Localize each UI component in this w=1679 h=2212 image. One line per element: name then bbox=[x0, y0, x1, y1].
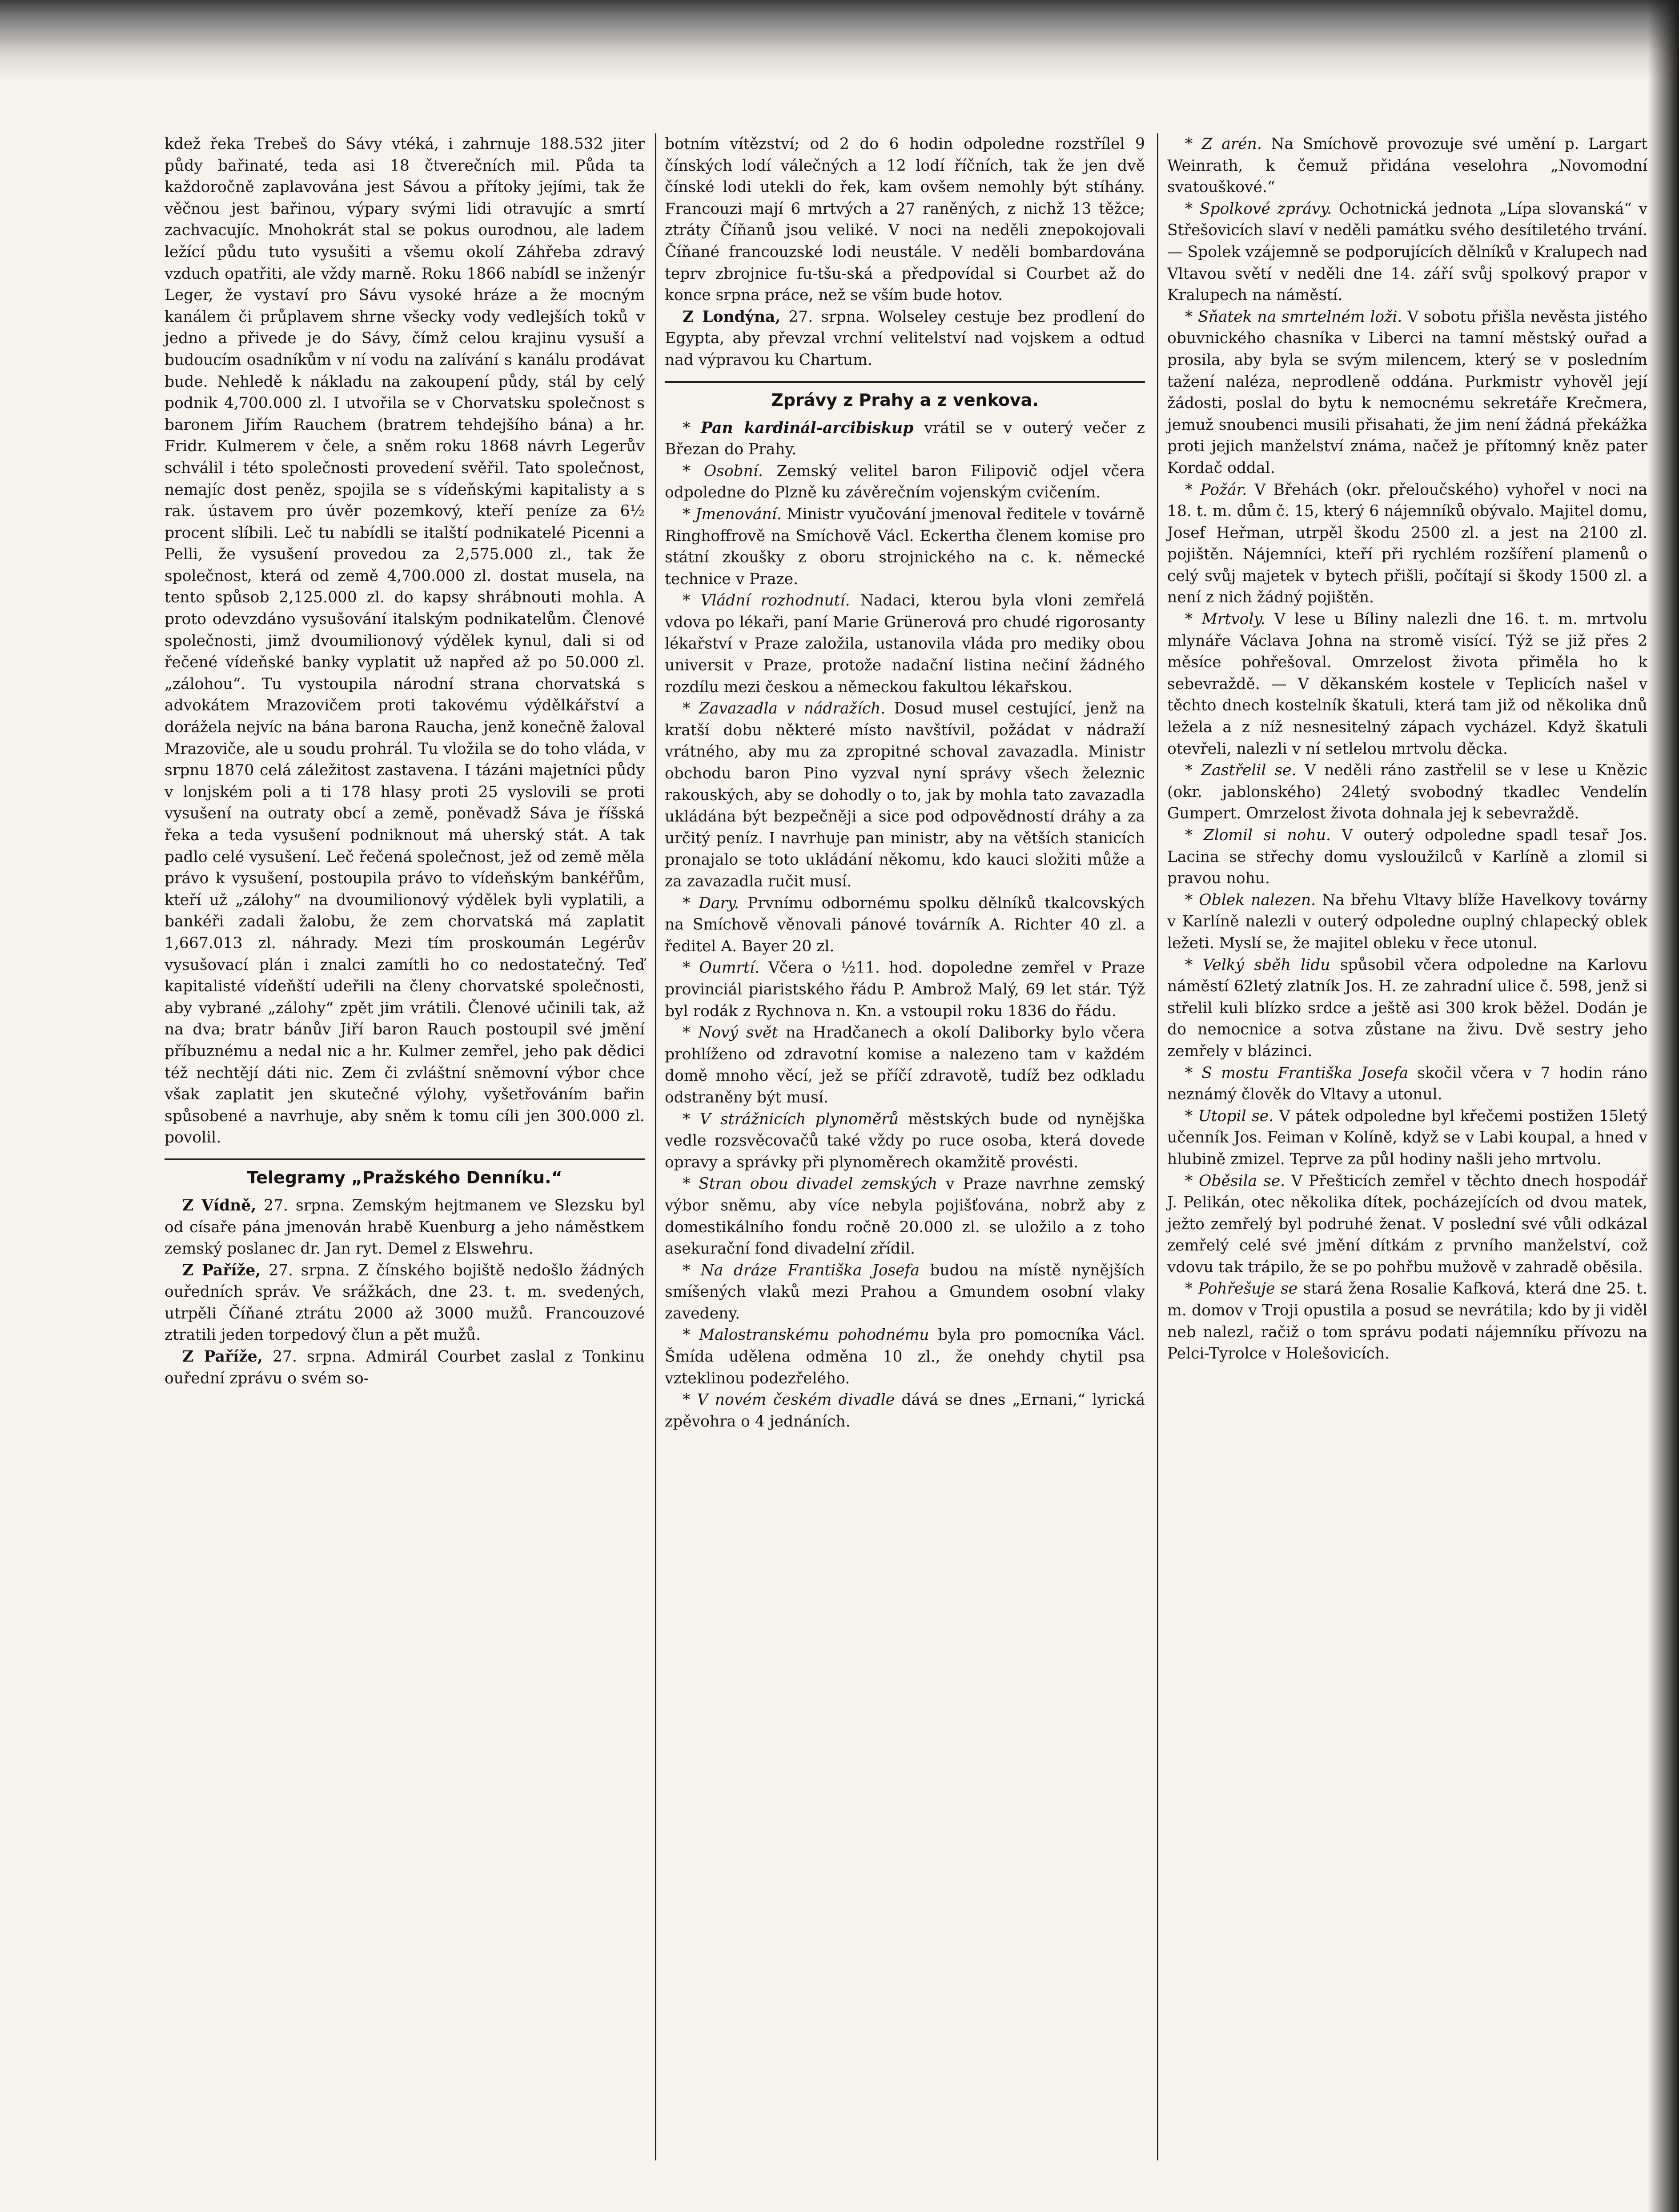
news-text: stará žena Rosalie Kafková, která dne 25. t. m. domov v Troji opustila a posud se nevrátila; kdo by ji viděl neb nalezl, račiž o tom správu podati nájemníku přívozu na Pelci-Tyrolce v Holešovicích. bbox=[1167, 1280, 1647, 1363]
section-heading-prague-news: Zprávy z Prahy a z venkova. bbox=[665, 381, 1145, 411]
news-text: V Břehách (okr. přeloučského) vyhořel v noci na 18. t. m. dům č. 15, který 6 nájemníků obývalo. Majitel domu, Josef Heřman, utrpěl škodu 2500 zl. a jest na 2100 zl. pojištěn. Nájemníci, kteří při rychlém rozšíření plamenů o celý svůj majetek v bytech přišli, počítají si škody 1500 zl. a není z nich žádný pojištěn. bbox=[1167, 481, 1648, 607]
news-lead: V novém českém divadle bbox=[697, 1391, 895, 1409]
column-3 bbox=[1167, 133, 1647, 2143]
news-text: Ministr vyučování jmenoval ředitele v továrně Ringhoffrově na Smíchově Václ. Eckertha členem komise pro státní zkoušky z oboru strojnického na c. k. německé technice v Praze. bbox=[665, 505, 1145, 588]
news-lead: Dary. bbox=[699, 894, 739, 912]
telegram-text: 27. srpna. Z čínského bojiště nedošlo žádných ouředních správ. Ve srážkách, dne 23. t. m. svedených, utrpěli Číňané ztrátu 2000 až 3000 mužů. Francouzové ztratili jeden torpedový člun a pět mužů. bbox=[165, 1261, 645, 1344]
news-item: * Zlomil si nohu. V outerý odpoledne spadl tesař Jos. Lacina se střechy domu vysloužilců v Karlíně a zlomil si pravou nohu. bbox=[1167, 826, 1647, 888]
news-text: skočil včera v 7 hodin ráno neznámý člověk do Vltavy a utonul. bbox=[1167, 1064, 1648, 1104]
news-text: Dosud musel cestující, jenž na kratší dobu některé místo navštívil, požádat v nádraží vrátného, aby mu za zpropitné schoval zavazadla. Ministr obchodu baron Pino vyzval nyní správy všech železnic rakouských, aby se dohodly o to, jak by mohla tato zavazadla ukládána být bezpečněji a sice pod odpovědností dráhy a za určitý peníz. I navrhuje pan ministr, aby na větších stanicích pronajalo se toto ukládání někomu, kdo kauci složiti může a za zavazadla ručit musí. bbox=[665, 700, 1145, 890]
news-item: * Pohřešuje se stará žena Rosalie Kafková, která dne 25. t. m. domov v Troji opustila a posud se nevrátila; kdo by ji viděl neb nalezl, račiž o tom správu podati nájemníku přívozu na Pelci-Tyrolce v Holešovicích. bbox=[1167, 1280, 1647, 1363]
news-item: * Na dráze Františka Josefa budou na místě nynějších smíšených vlaků mezi Prahou a Gmundem osobní vlaky zavedeny. bbox=[665, 1261, 1145, 1322]
news-item: * Z arén. Na Smíchově provozuje své umění p. Largart Weinrath, k čemuž přidána veselohra „Novomodní svatouškové.“ bbox=[1167, 135, 1648, 196]
news-text: městských bude od nynějška vedle rozsvěcovačů také vždy po ruce osoba, která dovede opravy a správky při plynoměrech okamžitě provésti. bbox=[665, 1110, 1145, 1171]
telegram-paris-continued: botním vítězství; od 2 do 6 hodin odpoledne rozstřílel 9 čínských lodí válečných a 12 lodí říčních, tak že jen dvě čínské lodi utekli do řek, kam ovšem nemohly být stíhány. Francouzi mají 6 mrtvých a 27 raněných, z nichž 13 těžce; ztráty Číňanů jsou veliké. V noci na neděli znepokojovali Číňané francouzské lodi neustále. V neděli bombardována teprv zbrojnice fu-tšu-ská a předpovídal si Courbet až do konce srpna práce, než se vším bude hotov. bbox=[665, 135, 1145, 305]
news-text: dává se dnes „Ernani,“ lyrická zpěvohra o 4 jednáních. bbox=[665, 1391, 1145, 1431]
news-text: Nadaci, kterou byla vloni zemřelá vdova po lékaři, paní Marie Grünerová pro chudé rigorosanty lékařství v Praze založila, ustanovila vláda pro mediky obou universit v Praze, protože nadační listina nečiní žádného rozdílu mezi českou a německou fakultou lékařskou. bbox=[665, 592, 1145, 696]
news-lead: Malostranskému pohodnému bbox=[699, 1326, 929, 1344]
news-lead: Osobní. bbox=[703, 462, 763, 480]
news-item: * Malostranskému pohodnému byla pro pomocníka Václ. Šmída udělena odměna 10 zl., že onehdy chytil psa vzteklinou podezřelého. bbox=[665, 1326, 1145, 1387]
news-text: na Hradčanech a okolí Daliborky bylo včera prohlíženo od zdravotní komise a nalezeno tam v každém domě mnoho věcí, jež se příčí zdravotě, tudíž bez odkladu odstraněny být musí. bbox=[665, 1024, 1145, 1106]
news-text: vrátil se v outerý večer z Březan do Prahy. bbox=[665, 419, 1145, 459]
news-item: * Stran obou divadel zemských v Praze navrhne zemský výbor sněmu, aby více nebyla pojišťována, nobrž aby z domestikálního fondu ročně 20.000 zl. se uložilo a z toho asekurační fond divadelní zřídil. bbox=[665, 1175, 1145, 1258]
news-item: * Vládní rozhodnutí. Nadaci, kterou byla vloni zemřelá vdova po lékaři, paní Marie Grünerová pro chudé rigorosanty lékařství v Praze založila, ustanovila vláda pro mediky obou universit v Praze, protože nadační listina nečiní žádného rozdílu mezi českou a německou fakultou lékařskou. bbox=[665, 592, 1145, 696]
scan-shadow-right bbox=[1648, 0, 1679, 2212]
news-lead: Stran obou divadel zemských bbox=[699, 1175, 938, 1193]
news-lead: Zlomil si nohu. bbox=[1203, 826, 1331, 844]
news-lead: Sňatek na smrtelném loži. bbox=[1198, 308, 1402, 326]
news-lead: Požár. bbox=[1200, 481, 1247, 499]
news-text: V neděli ráno zastřelil se v lese u Knězic (okr. jablonského) 24letý svobodný tkadlec Vendelín Gumpert. Omrzelost života dohnala jej k sebevraždě. bbox=[1167, 761, 1648, 823]
telegram-place: Z Paříže, bbox=[182, 1261, 261, 1279]
news-item: * Oběsila se. V Přešticích zemřel v těchto dnech hospodář J. Pelikán, otec několika dítek, pocházejících od dvou matek, ježto zemřelý byl podruhé ženat. V poslední své vůli odkázal zemřelý celé své jmění dítkám z prvního manželství, což vdovu tak trápilo, že se po pohřbu mužově v zahradě oběsila. bbox=[1167, 1172, 1648, 1276]
news-text: Prvnímu odbornému spolku dělníků tkalcovských na Smíchově věnovali pánové továrník A. Richter 40 zl. a ředitel A. Bayer 20 zl. bbox=[665, 894, 1145, 955]
telegram-london bbox=[665, 306, 1145, 371]
news-text: V Přešticích zemřel v těchto dnech hospodář J. Pelikán, otec několika dítek, pocházejících od dvou matek, ježto zemřelý byl podruhé ženat. V poslední své vůli odkázal zemřelý celé své jmění dítkám z prvního manželství, což vdovu tak trápilo, že se po pohřbu mužově v zahradě oběsila. bbox=[1167, 1172, 1648, 1276]
news-text: V pátek odpoledne byl křečemi postižen 15letý učenník Jos. Feiman v Kolíně, když se v Labi koupal, a hned v hlubině zmizel. Teprve za půl hodiny našli jeho mrtvolu. bbox=[1167, 1107, 1648, 1168]
news-item: * Spolkové zprávy. Ochotnická jednota „Lípa slovanská“ v Střešovicích slaví v neděli památku svého desítiletého trvání. — Spolek vzájemně se podporujících dělníků v Kralupech nad Vltavou světí v neděli dne 14. září svůj spolkový prapor v Kralupech na náměstí. bbox=[1167, 200, 1647, 305]
news-text: V lese u Bíliny nalezli dne 16. t. m. mrtvolu mlynáře Václava Johna na stromě visící. Týž se již přes 2 měsíce pohřešoval. Omrzelost života přiměla ho k sebevraždě. — V děkanském kostele v Teplicích našel v těchto dnech kostelník škatuli, která tam již od několika dnů ležela a z níž nesnesitelný zápach vycházel. Když škatuli otevřeli, nalezli v ní setlelou mrtvolu děcka. bbox=[1167, 610, 1648, 758]
news-item: * Jmenování. Ministr vyučování jmenoval ředitele v továrně Ringhoffrově na Smíchově Václ. Eckertha členem komise pro státní zkoušky z oboru strojnického na c. k. německé technice v Praze. bbox=[665, 505, 1145, 588]
news-item: * Mrtvoly. V lese u Bíliny nalezli dne 16. t. m. mrtvolu mlynáře Václava Johna na stromě visící. Týž se již přes 2 měsíce pohřešoval. Omrzelost života přiměla ho k sebevraždě. — V děkanském kostele v Teplicích našel v těchto dnech kostelník škatuli, která tam již od několika dnů ležela a z níž nesnesitelný zápach vycházel. Když škatuli otevřeli, nalezli v ní setlelou mrtvolu děcka. bbox=[1167, 610, 1648, 758]
scan-shadow-top bbox=[0, 0, 1679, 80]
news-item: * Dary. Prvnímu odbornému spolku dělníků tkalcovských na Smíchově věnovali pánové továrník A. Richter 40 zl. a ředitel A. Bayer 20 zl. bbox=[665, 894, 1145, 955]
news-text: Na Smíchově provozuje své umění p. Largart Weinrath, k čemuž přidána veselohra „Novomodní svatouškové.“ bbox=[1167, 135, 1648, 196]
section-heading-telegrams: Telegramy „Pražského Denníku.“ bbox=[165, 1158, 645, 1189]
news-lead: V strážnicích plynoměrů bbox=[699, 1110, 899, 1128]
news-item: * Oumrtí. Včera o ½11. hod. dopoledne zemřel v Praze provinciál piaristského řádu P. Ambrož Malý, 69 let stár. Týž byl rodák z Rychnova n. Kn. a vstoupil roku 1836 do řádu. bbox=[665, 959, 1145, 1020]
news-item: * Zastřelil se. V neděli ráno zastřelil se v lese u Knězic (okr. jablonského) 24letý svobodný tkadlec Vendelín Gumpert. Omrzelost života dohnala jej k sebevraždě. bbox=[1167, 761, 1648, 823]
news-text: V outerý odpoledne spadl tesař Jos. Lacina se střechy domu vysloužilců v Karlíně a zlomil si pravou nohu. bbox=[1167, 826, 1647, 888]
telegram-text: 27. srpna. Wolseley cestuje bez prodlení do Egypta, aby převzal vrchní velitelství nad vojskem a odtud nad výpravou ku Chartum. bbox=[665, 308, 1145, 369]
news-lead: Jmenování. bbox=[695, 505, 782, 523]
news-item: * Osobní. Zemský velitel baron Filipovič odjel včera odpoledne do Plzně ku závěrečním vojenským cvičením. bbox=[665, 462, 1145, 502]
news-item: * Sňatek na smrtelném loži. V sobotu přišla nevěsta jistého obuvnického chasníka v Liberci na tamní městský ouřad a prosila, aby byla se svým milencem, který se v posledním tažení naléza, neprodleně oddána. Purkmistr vyhověl její žádosti, poslal do bytu k nemocnému sekretáře Krečmera, jemuž snoubenci musili přisahati, že jim není žádná překážka proti jejich manželství známa, načež je přítomný kněz pater Kordač oddal. bbox=[1167, 308, 1647, 477]
news-lead: Velký sběh lidu bbox=[1202, 956, 1330, 974]
news-lead: Zavazadla v nádražích. bbox=[699, 700, 886, 718]
news-text: spůsobil včera odpoledne na Karlovu náměstí 62letý zlatník Jos. H. ze zahradní ulice č. 598, jenž si střelil kuli blízko srdce a ještě asi 300 krok běžel. Dodán je do nemocnice a sotva zůstane na živu. Dvě sestry jeho zemřely v blázinci. bbox=[1167, 956, 1648, 1060]
news-item: * Zavazadla v nádražích. Dosud musel cestující, jenž na kratší dobu některé místo navštívil, požádat v nádraží vrátného, aby mu za zpropitné schoval zavazadla. Ministr obchodu baron Pino vyzval nyní správy všech železnic rakouských, aby se dohodly o to, jak by mohla tato zavazadla ukládána být bezpečněji a sice pod odpovědností dráhy a za určitý peníz. I navrhuje pan ministr, aby na větších stanicích pronajalo se toto ukládání někomu, kdo kauci složiti může a za zavazadla ručit musí. bbox=[665, 700, 1145, 890]
telegram-place: Z Vídně, bbox=[182, 1196, 257, 1214]
news-lead: S mostu Františka Josefa bbox=[1201, 1064, 1409, 1082]
news-item: * Požár. V Břehách (okr. přeloučského) vyhořel v noci na 18. t. m. dům č. 15, který 6 nájemníků obývalo. Majitel domu, Josef Heřman, utrpěl škodu 2500 zl. a jest na 2100 zl. pojištěn. Nájemníci, kteří při rychlém rozšíření plamenů o celý svůj majetek v bytech přišli, počítají si škody 1500 zl. a není z nich žádný pojištěn. bbox=[1167, 481, 1648, 607]
news-text: Zemský velitel baron Filipovič odjel včera odpoledne do Plzně ku závěrečním vojenským cvičením. bbox=[665, 462, 1145, 502]
news-lead: Na dráze Františka Josefa bbox=[700, 1261, 920, 1279]
news-lead: Vládní rozhodnutí. bbox=[700, 592, 850, 610]
news-item: * Nový svět na Hradčanech a okolí Daliborky bylo včera prohlíženo od zdravotní komise a nalezeno tam v každém domě mnoho věcí, jež se příčí zdravotě, tudíž bez odkladu odstraněny být musí. bbox=[665, 1024, 1145, 1106]
newspaper-page bbox=[165, 133, 1648, 2143]
telegram-paris-2 bbox=[165, 1346, 645, 1389]
news-lead: Oběsila se. bbox=[1199, 1172, 1285, 1190]
news-lead: Pan kardinál-arcibiskup bbox=[701, 419, 914, 437]
news-text: v Praze navrhne zemský výbor sněmu, aby více nebyla pojišťována, nobrž aby z domestikálního fondu ročně 20.000 zl. se uložilo a z toho asekurační fond divadelní zřídil. bbox=[665, 1175, 1145, 1258]
news-lead: Zastřelil se. bbox=[1201, 761, 1297, 780]
telegram-paris-1 bbox=[165, 1260, 645, 1346]
news-item: * Pan kardinál-arcibiskup vrátil se v outerý večer z Březan do Prahy. bbox=[665, 419, 1145, 459]
article-sava-drainage: kdež řeka Trebeš do Sávy vtéká, i zahrnuje 188.532 jiter půdy bařinaté, teda asi 18 čtverečních mil. Půda ta každoročně zaplavována jest Sávou a přítoky jejími, tak že věčnou jest bařinou, výpary svými lidi otravujíc a smrtí zachvacujíc. Mnohokrát stal se pokus ourodnou, ale ladem ležící půdu tuto vysušiti a všemu okolí Záhřeba zdravý vzduch opatřiti, ale vždy marně. Roku 1866 nabídl se inženýr Leger, že vystaví pro Sávu vysoké hráze a že mocným kanálem či průplavem shrne všecky vody vedlejších toků v jedno a přivede je do Sávy, čímž celou krajinu vysuší a budoucím osadníkům v ní vodu na zalívání s kanálu prodávat bude. Nehledě k nákladu na zakoupení půdy, stál by celý podnik 4,700.000 zl. I utvořila se v Chorvatsku společnost s baronem Jiřím Rauchem (bratrem tehdejšího bána) a hr. Fridr. Kulmerem v čele, a sněm roku 1868 návrh Legerův schválil i této společnosti provedení svěřil. Tato společnost, nemajíc dost peněz, spojila se s vídeňskými kapitalisty a s rak. ústavem pro úvěr pozemkový, kteří peníze za 6½ procent slíbili. Leč tu nabídli se italští podnikatelé Picenni a Pelli, že vysušení provedou za 2,575.000 zl., tak že společnost, která od země 4,700.000 zl. dostat musela, na tento spůsob 2,125.000 zl. do kapsy shrábnouti mohla. A proto odevzdáno vysušování italským podnikatelům. Členové společnosti, jimž dvoumilionový výdělek kynul, dali si od řečené vídeňské banky vyplatit už napřed až po 50.000 zl. „zálohou“. Tu vystoupila národní strana chorvatská s advokátem Mrazovičem proti takovému výdělkářství a dorážela nejvíc na bána barona Raucha, jenž konečně žaloval Mrazoviče, ale u soudu prohrál. Tu vložila se do toho vláda, v srpnu 1870 celá záležitost zastavena. I tázáni majetníci půdy v lonjském poli a ti 178 hlasy proti 25 vyslovili se proti vysušení na outraty obcí a země, poněvadž Sáva je říšská řeka a teda vysušení podniknout má uherský stát. A tak padlo celé vysušení. Leč řečená společnost, jež od země měla právo k vysušení, postoupila právo to vídeňským bankéřům, kteří už „zálohy“ na dvoumilionový výdělek byli vyplatili, a bankéři zadali žalobu, že zem chorvatská má zaplatit 1,667.013 zl. náhrady. Mezi tím proskoumán Legérův vysušovací plán i znalci zamítli ho co nedostatečný. Teď kapitalisté vídeňští udeřili na členy chorvatské společnosti, aby vybrané „zálohy“ zpět jim vrátili. Členové učinili tak, až na dva; bratr bánův Jiří baron Rauch postoupil své jmění příbuznému a nedal nic a hr. Kulmer zemřel, jeho pak dědici též nechtějí dáti nic. Zem či zvláštní sněmovní výbor chce však zaplatit jen skutečné výlohy, vyšetřováním bařin spůsobené a navrhuje, aby sněm k tomu cíli jen 300.000 zl. povolil. bbox=[165, 135, 645, 1147]
news-lead: Z arén. bbox=[1201, 135, 1262, 153]
news-text: budou na místě nynějších smíšených vlaků mezi Prahou a Gmundem osobní vlaky zavedeny. bbox=[665, 1261, 1145, 1322]
telegram-vienna bbox=[165, 1195, 645, 1260]
news-lead: Mrtvoly. bbox=[1201, 610, 1265, 629]
news-item: * S mostu Františka Josefa skočil včera v 7 hodin ráno neznámý člověk do Vltavy a utonul. bbox=[1167, 1064, 1648, 1104]
news-item: * Velký sběh lidu spůsobil včera odpoledne na Karlovu náměstí 62letý zlatník Jos. H. ze zahradní ulice č. 598, jenž si střelil kuli blízko srdce a ještě asi 300 krok běžel. Dodán je do nemocnice a sotva zůstane na živu. Dvě sestry jeho zemřely v blázinci. bbox=[1167, 956, 1648, 1060]
telegram-place: Z Londýna, bbox=[683, 308, 781, 326]
news-item: * Utopil se. V pátek odpoledne byl křečemi postižen 15letý učenník Jos. Feiman v Kolíně, když se v Labi koupal, a hned v hlubině zmizel. Teprve za půl hodiny našli jeho mrtvolu. bbox=[1167, 1107, 1648, 1168]
column-rule-1 bbox=[655, 133, 656, 2160]
news-text: V sobotu přišla nevěsta jistého obuvnického chasníka v Liberci na tamní městský ouřad a prosila, aby byla se svým milencem, který se v posledním tažení naléza, neprodleně oddána. Purkmistr vyhověl její žádosti, poslal do bytu k nemocnému sekretáře Krečmera, jemuž snoubenci musili přisahati, že jim není žádná překážka proti jejich manželství známa, načež je přítomný kněz pater Kordač oddal. bbox=[1167, 308, 1647, 477]
telegram-place: Z Paříže, bbox=[182, 1348, 263, 1366]
news-lead: Pohřešuje se bbox=[1198, 1280, 1298, 1298]
news-text: byla pro pomocníka Václ. Šmída udělena odměna 10 zl., že onehdy chytil psa vzteklinou podezřelého. bbox=[665, 1326, 1145, 1387]
column-2 bbox=[665, 133, 1145, 2143]
column-rule-2 bbox=[1157, 133, 1158, 2160]
news-item: * V strážnicích plynoměrů městských bude od nynějška vedle rozsvěcovačů také vždy po ruce osoba, která dovede opravy a správky při plynoměrech okamžitě provésti. bbox=[665, 1110, 1145, 1171]
telegram-text: 27. srpna. Zemským hejtmanem ve Slezsku byl od císaře pána jmenován hrabě Kuenburg a jeho náměstkem zemský poslanec dr. Jan ryt. Demel z Elswehru. bbox=[165, 1196, 645, 1258]
news-text: Včera o ½11. hod. dopoledne zemřel v Praze provinciál piaristského řádu P. Ambrož Malý, 69 let stár. Týž byl rodák z Rychnova n. Kn. a vstoupil roku 1836 do řádu. bbox=[665, 959, 1145, 1020]
telegram-text: 27. srpna. Admirál Courbet zaslal z Tonkinu ouřední zprávu o svém so- bbox=[165, 1348, 645, 1387]
news-item: * Oblek nalezen. Na břehu Vltavy blíže Havelkovy továrny v Karlíně nalezli v outerý odpoledne ouplný chlapecký oblek ležeti. Myslí se, že majitel obleku v řece utonul. bbox=[1167, 891, 1648, 952]
news-text: Na břehu Vltavy blíže Havelkovy továrny v Karlíně nalezli v outerý odpoledne ouplný chlapecký oblek ležeti. Myslí se, že majitel obleku v řece utonul. bbox=[1167, 891, 1648, 952]
news-text: Ochotnická jednota „Lípa slovanská“ v Střešovicích slaví v neděli památku svého desítiletého trvání. — Spolek vzájemně se podporujících dělníků v Kralupech nad Vltavou světí v neděli dne 14. září svůj spolkový prapor v Kralupech na náměstí. bbox=[1167, 200, 1647, 305]
news-lead: Nový svět bbox=[698, 1024, 778, 1042]
news-lead: Spolkové zprávy. bbox=[1199, 200, 1332, 218]
news-lead: Oumrtí. bbox=[699, 959, 759, 977]
column-1 bbox=[165, 133, 645, 2143]
news-lead: Utopil se. bbox=[1198, 1107, 1274, 1125]
news-lead: Oblek nalezen. bbox=[1199, 891, 1316, 909]
news-item: * V novém českém divadle dává se dnes „Ernani,“ lyrická zpěvohra o 4 jednáních. bbox=[665, 1391, 1145, 1431]
